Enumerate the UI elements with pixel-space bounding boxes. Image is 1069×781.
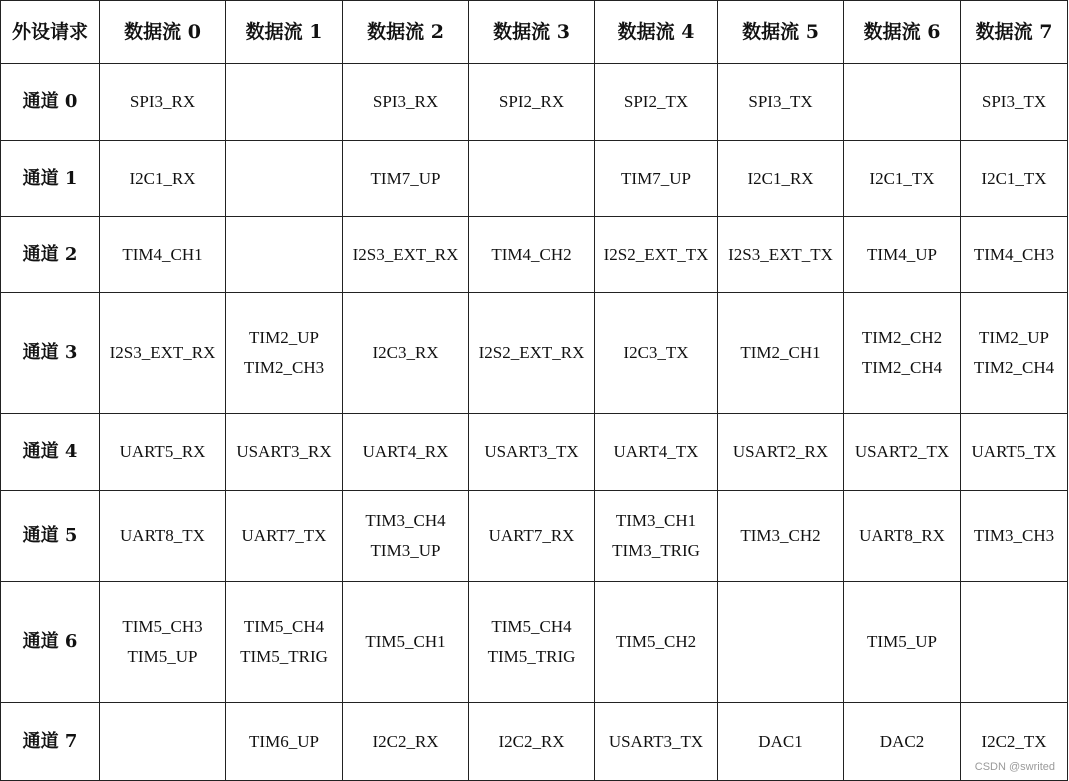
request-name: I2C3_TX [623,343,689,362]
table-cell [595,703,718,781]
request-name: I2C2_TX [981,731,1047,751]
table-cell [100,491,226,582]
header-stream-0: 数据流 0 [100,1,226,64]
request-name: I2C1_TX [981,168,1047,188]
request-name: TIM7_UP [370,168,441,188]
table-cell [844,141,961,217]
table-cell [469,491,595,582]
table-cell [718,64,844,141]
header-stream-1: 数据流 1 [226,1,343,64]
request-name: TIM6_UP [249,731,319,751]
request-name: TIM2_UP [979,328,1049,347]
request-name: TIM3_CH4 [365,511,446,530]
request-name: TIM5_TRIG [240,647,328,666]
request-name: DAC2 [879,731,925,751]
request-name: I2S2_EXT_TX [603,244,709,264]
table-cell [595,582,718,703]
table-cell [343,141,469,217]
request-name: TIM3_CH1 [615,511,697,530]
request-name: USART3_TX [608,731,704,751]
table-body [1,64,1068,781]
table-cell [961,582,1068,703]
request-name: TIM3_CH3 [973,526,1055,545]
table-cell [100,293,226,414]
table-row [1,293,1068,414]
request-name: SPI2_TX [623,92,689,111]
table-cell [100,582,226,703]
table-cell [844,582,961,703]
request-name: UART4_TX [613,442,699,461]
request-name: TIM4_CH3 [973,244,1055,264]
table-cell [226,582,343,703]
table-cell [844,414,961,491]
table-cell [718,491,844,582]
channel-label: 通道 6 [1,582,100,703]
table-cell [469,703,595,781]
table-cell [100,414,226,491]
request-name: I2C3_RX [372,343,439,362]
request-name: I2C1_TX [869,168,935,188]
header-peripheral-request: 外设请求 [1,1,100,64]
header-stream-3: 数据流 3 [469,1,595,64]
request-name: UART4_RX [362,442,449,461]
table-cell [469,64,595,141]
request-name: TIM2_UP [249,328,319,347]
table-cell [844,491,961,582]
table-row [1,582,1068,703]
request-name: SPI3_TX [981,92,1047,111]
request-name: DAC1 [758,731,803,751]
table-cell [718,703,844,781]
table-cell [343,491,469,582]
request-name: UART5_TX [971,442,1057,461]
table-cell [595,64,718,141]
table-cell [343,64,469,141]
table-row [1,141,1068,217]
request-name: I2C2_RX [372,731,439,751]
table-cell [226,217,343,293]
table-cell [961,491,1068,582]
request-name: I2S3_EXT_RX [109,343,216,362]
table-cell [226,64,343,141]
header-stream-4: 数据流 4 [595,1,718,64]
table-cell [718,414,844,491]
table-cell [100,703,226,781]
table-cell [100,64,226,141]
request-name: UART7_TX [241,526,327,545]
request-name: USART2_TX [854,442,950,461]
watermark: CSDN @swrited [974,761,1055,773]
request-name: UART5_RX [119,442,206,461]
table-cell [595,217,718,293]
table-cell [718,582,844,703]
table-cell [100,217,226,293]
table-cell [595,491,718,582]
request-name: TIM2_CH1 [740,343,821,362]
table-cell [961,141,1068,217]
request-name: SPI2_RX [498,92,565,111]
table-cell [469,293,595,414]
table-row [1,491,1068,582]
request-name: TIM4_UP [867,244,937,264]
request-name: TIM4_CH2 [491,244,572,264]
table-cell [469,414,595,491]
request-name: TIM5_CH2 [615,632,697,651]
request-name: USART3_RX [236,442,332,461]
request-name: TIM7_UP [621,168,691,188]
request-name: UART8_RX [859,526,945,545]
request-name: TIM5_TRIG [487,647,576,666]
header-stream-5: 数据流 5 [718,1,844,64]
request-name: I2C1_RX [129,168,196,188]
table-row [1,703,1068,781]
table-cell [226,703,343,781]
request-name: SPI3_RX [372,92,439,111]
table-cell [844,293,961,414]
table-cell [226,491,343,582]
request-name: SPI3_RX [129,92,196,111]
request-name: I2C1_RX [747,168,814,188]
table-cell [469,582,595,703]
table-cell [469,217,595,293]
table-cell [469,141,595,217]
header-stream-2: 数据流 2 [343,1,469,64]
table-cell [844,64,961,141]
request-name: TIM3_CH2 [740,526,821,545]
request-name: I2S3_EXT_TX [728,244,833,264]
table-cell [343,582,469,703]
table-cell [100,141,226,217]
request-name: TIM3_UP [370,541,441,560]
table-row [1,64,1068,141]
table-cell [595,293,718,414]
table-cell [961,414,1068,491]
request-name: I2S2_EXT_RX [478,343,585,362]
table-cell [343,414,469,491]
request-name: TIM2_CH4 [973,358,1055,377]
request-name: USART2_RX [732,442,829,461]
channel-label: 通道 5 [1,491,100,582]
table-cell [226,414,343,491]
channel-label: 通道 0 [1,64,100,141]
table-cell [844,217,961,293]
request-name: TIM4_CH1 [122,244,203,264]
table-cell [343,217,469,293]
request-name: TIM5_CH3 [122,617,203,636]
table-cell [718,141,844,217]
request-name: TIM5_CH4 [491,617,572,636]
request-name: TIM5_CH4 [243,617,325,636]
channel-label: 通道 7 [1,703,100,781]
table-cell [595,414,718,491]
table-cell [961,64,1068,141]
request-name: TIM5_UP [867,632,937,651]
header-stream-7: 数据流 7 [961,1,1068,64]
table-cell [718,293,844,414]
table-cell [595,141,718,217]
request-name: UART7_RX [488,526,575,545]
request-name: I2S3_EXT_RX [352,244,459,264]
request-name: TIM5_UP [127,647,198,666]
table-cell [961,293,1068,414]
header-row [1,1,1068,64]
request-name: SPI3_TX [748,92,813,111]
table-cell [226,141,343,217]
request-name: TIM2_CH2 [861,328,943,347]
table-cell [343,293,469,414]
table-row [1,217,1068,293]
table-cell [226,293,343,414]
request-name: I2C2_RX [498,731,565,751]
channel-label: 通道 1 [1,141,100,217]
request-name: USART3_TX [484,442,579,461]
channel-label: 通道 4 [1,414,100,491]
request-name: TIM2_CH4 [861,358,943,377]
request-name: TIM3_TRIG [612,541,700,560]
table-cell [343,703,469,781]
request-name: TIM2_CH3 [243,358,325,377]
table-cell [844,703,961,781]
header-stream-6: 数据流 6 [844,1,961,64]
request-name: TIM5_CH1 [365,632,446,651]
channel-label: 通道 2 [1,217,100,293]
table-cell [961,217,1068,293]
table-row [1,414,1068,491]
table-cell [718,217,844,293]
request-name: UART8_TX [120,526,205,545]
channel-label: 通道 3 [1,293,100,414]
